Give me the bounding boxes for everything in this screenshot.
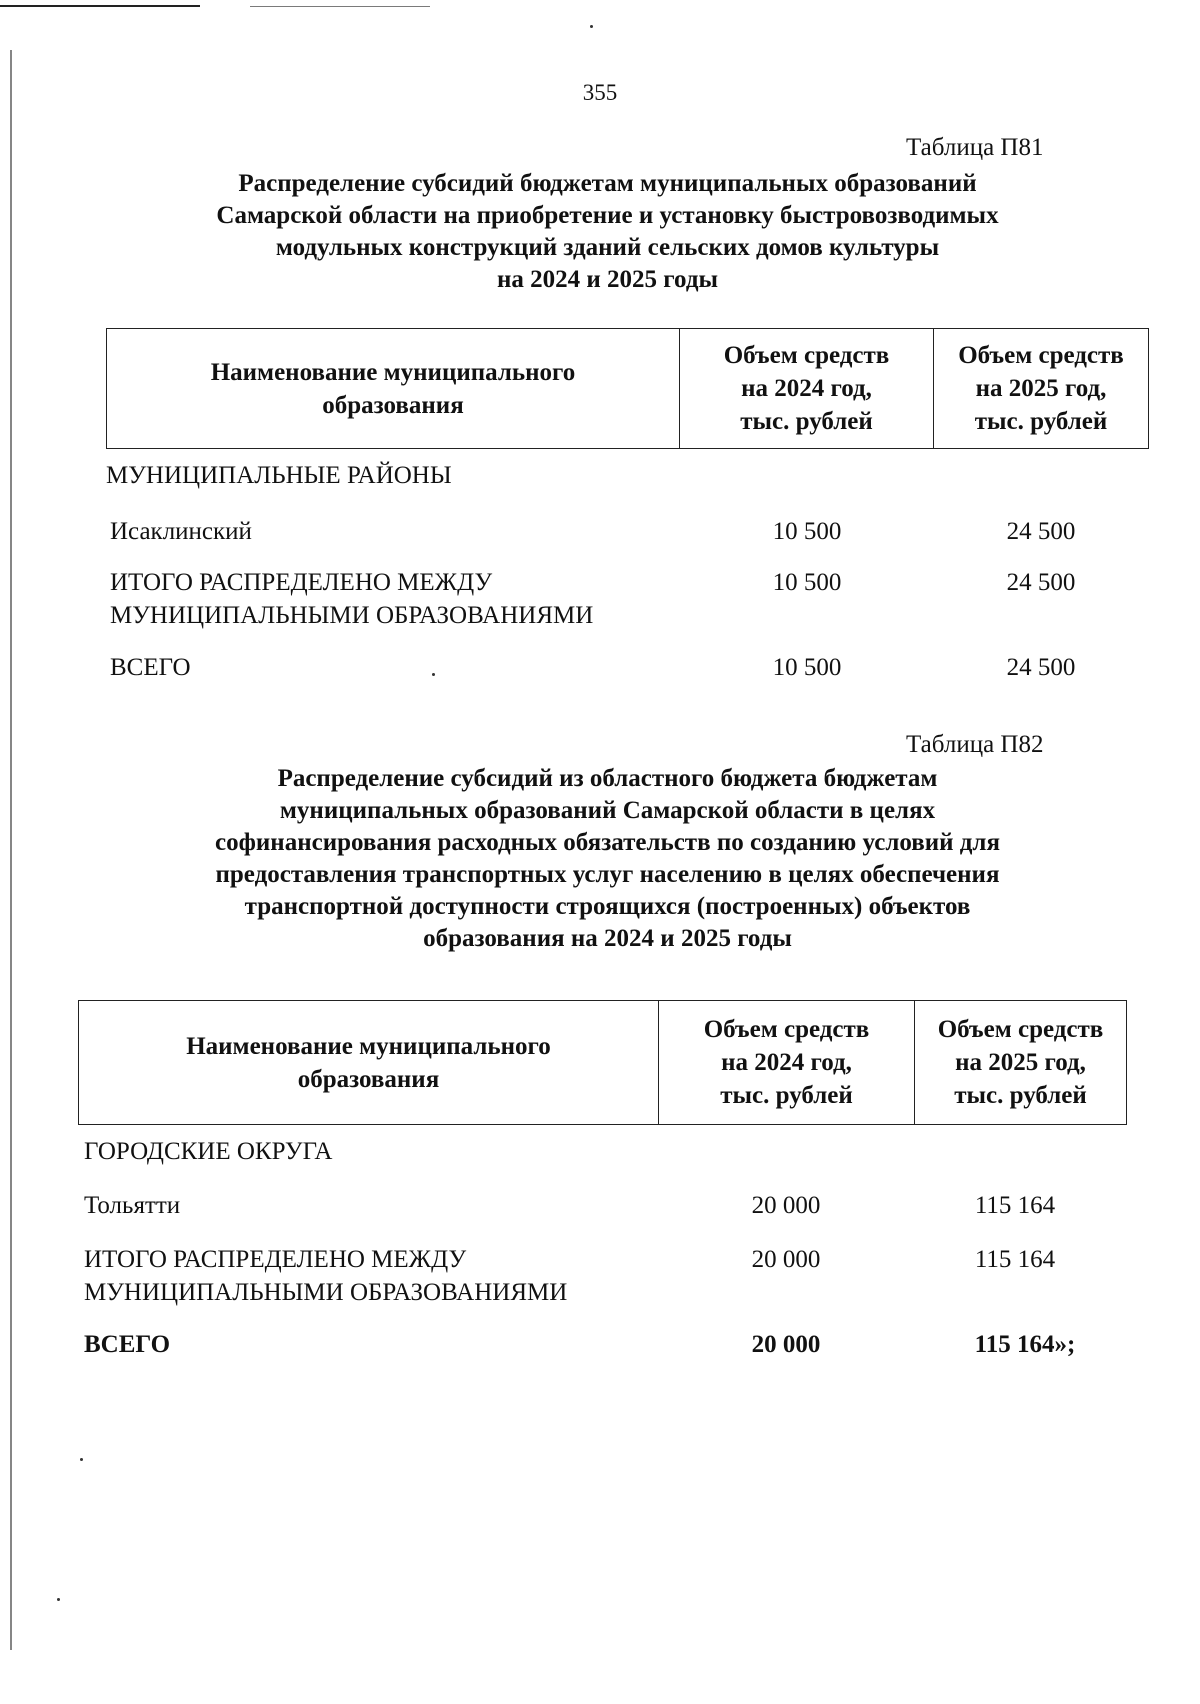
- table-header-p81: [106, 328, 1149, 449]
- header-line: на 2025 год,: [975, 375, 1107, 402]
- value-2024: 10 500: [772, 518, 842, 545]
- row-label-line: ИТОГО РАСПРЕДЕЛЕНО МЕЖДУ: [84, 1246, 467, 1273]
- title-line: на 2024 и 2025 годы: [497, 266, 718, 293]
- title-line: Распределение субсидий из областного бюджета бюджетам: [277, 765, 938, 792]
- title-line: Самарской области на приобретение и установку быстровозводимых: [216, 202, 999, 229]
- header-line: Наименование муниципального: [186, 1032, 551, 1060]
- title-line: муниципальных образований Самарской области в целях: [279, 797, 936, 824]
- header-line: тыс. рублей: [954, 1082, 1087, 1109]
- table-title-p81: [100, 168, 1115, 296]
- header-line: тыс. рублей: [740, 408, 873, 435]
- table-header-p82: [78, 1000, 1127, 1125]
- header-line: образования: [297, 1065, 440, 1093]
- title-line: предоставления транспортных услуг населению в целях обеспечения: [215, 861, 1000, 888]
- row-label: ВСЕГО: [84, 1331, 171, 1358]
- header-line: Наименование муниципального: [210, 358, 576, 386]
- value-2024: 20 000: [751, 1246, 821, 1273]
- header-line: Объем средств: [958, 342, 1124, 369]
- value-2025: 24 500: [1006, 569, 1076, 596]
- header-line: образования: [322, 391, 464, 419]
- title-line: Распределение субсидий бюджетам муниципальных образований: [238, 170, 977, 197]
- row-label: [110, 566, 593, 632]
- table-title-p82: [100, 763, 1115, 955]
- scan-artifact-top-rule-2: [250, 6, 430, 7]
- value-2024: 20 000: [751, 1331, 821, 1358]
- value-2024: 10 500: [772, 654, 842, 681]
- header-line: на 2025 год,: [955, 1049, 1086, 1076]
- value-2025: 115 164»;: [974, 1331, 1076, 1358]
- header-line: тыс. рублей: [974, 408, 1108, 435]
- row-label: ГОРОДСКИЕ ОКРУГА: [84, 1138, 333, 1165]
- value-2025: 24 500: [1006, 518, 1076, 545]
- value-2024: 20 000: [751, 1192, 821, 1219]
- row-label: Исаклинский: [110, 518, 252, 545]
- header-line: тыс. рублей: [720, 1082, 853, 1109]
- column-header-name: [79, 1001, 658, 1124]
- header-line: Объем средств: [703, 1016, 870, 1043]
- row-label-line: МУНИЦИПАЛЬНЫМИ ОБРАЗОВАНИЯМИ: [110, 602, 594, 629]
- scan-speck: [590, 25, 593, 28]
- title-line: транспортной доступности строящихся (построенных) объектов: [244, 893, 971, 920]
- page-number: 355: [582, 80, 618, 105]
- row-label: МУНИЦИПАЛЬНЫЕ РАЙОНЫ: [106, 462, 452, 489]
- column-header-2024: [679, 329, 933, 448]
- table-label-p81: Таблица П81: [906, 134, 1044, 161]
- row-label-line: МУНИЦИПАЛЬНЫМИ ОБРАЗОВАНИЯМИ: [84, 1279, 568, 1306]
- scan-speck: [80, 1458, 83, 1461]
- title-line: образования на 2024 и 2025 годы: [423, 925, 792, 952]
- row-label: ВСЕГО: [110, 654, 191, 681]
- scan-artifact-left-edge: [10, 50, 12, 1650]
- header-line: на 2024 год,: [721, 1049, 852, 1076]
- column-header-2024: [658, 1001, 914, 1124]
- row-label: [84, 1243, 567, 1309]
- header-line: на 2024 год,: [741, 375, 872, 402]
- column-header-2025: [933, 329, 1148, 448]
- scan-speck: [432, 673, 435, 676]
- title-line: модульных конструкций зданий сельских домов культуры: [275, 234, 940, 261]
- value-2025: 24 500: [1006, 654, 1076, 681]
- table-label-p82: Таблица П82: [906, 731, 1044, 758]
- column-header-2025: [914, 1001, 1126, 1124]
- header-line: Объем средств: [723, 342, 890, 369]
- scan-speck: [57, 1598, 60, 1601]
- row-label-line: ИТОГО РАСПРЕДЕЛЕНО МЕЖДУ: [110, 569, 493, 596]
- value-2025: 115 164: [974, 1246, 1056, 1273]
- column-header-name: [107, 329, 679, 448]
- title-line: софинансирования расходных обязательств по созданию условий для: [215, 829, 1000, 856]
- header-line: Объем средств: [937, 1016, 1104, 1043]
- value-2024: 10 500: [772, 569, 842, 596]
- row-label: Тольятти: [84, 1192, 181, 1219]
- value-2025: 115 164: [974, 1192, 1056, 1219]
- scan-artifact-top-rule: [0, 5, 200, 7]
